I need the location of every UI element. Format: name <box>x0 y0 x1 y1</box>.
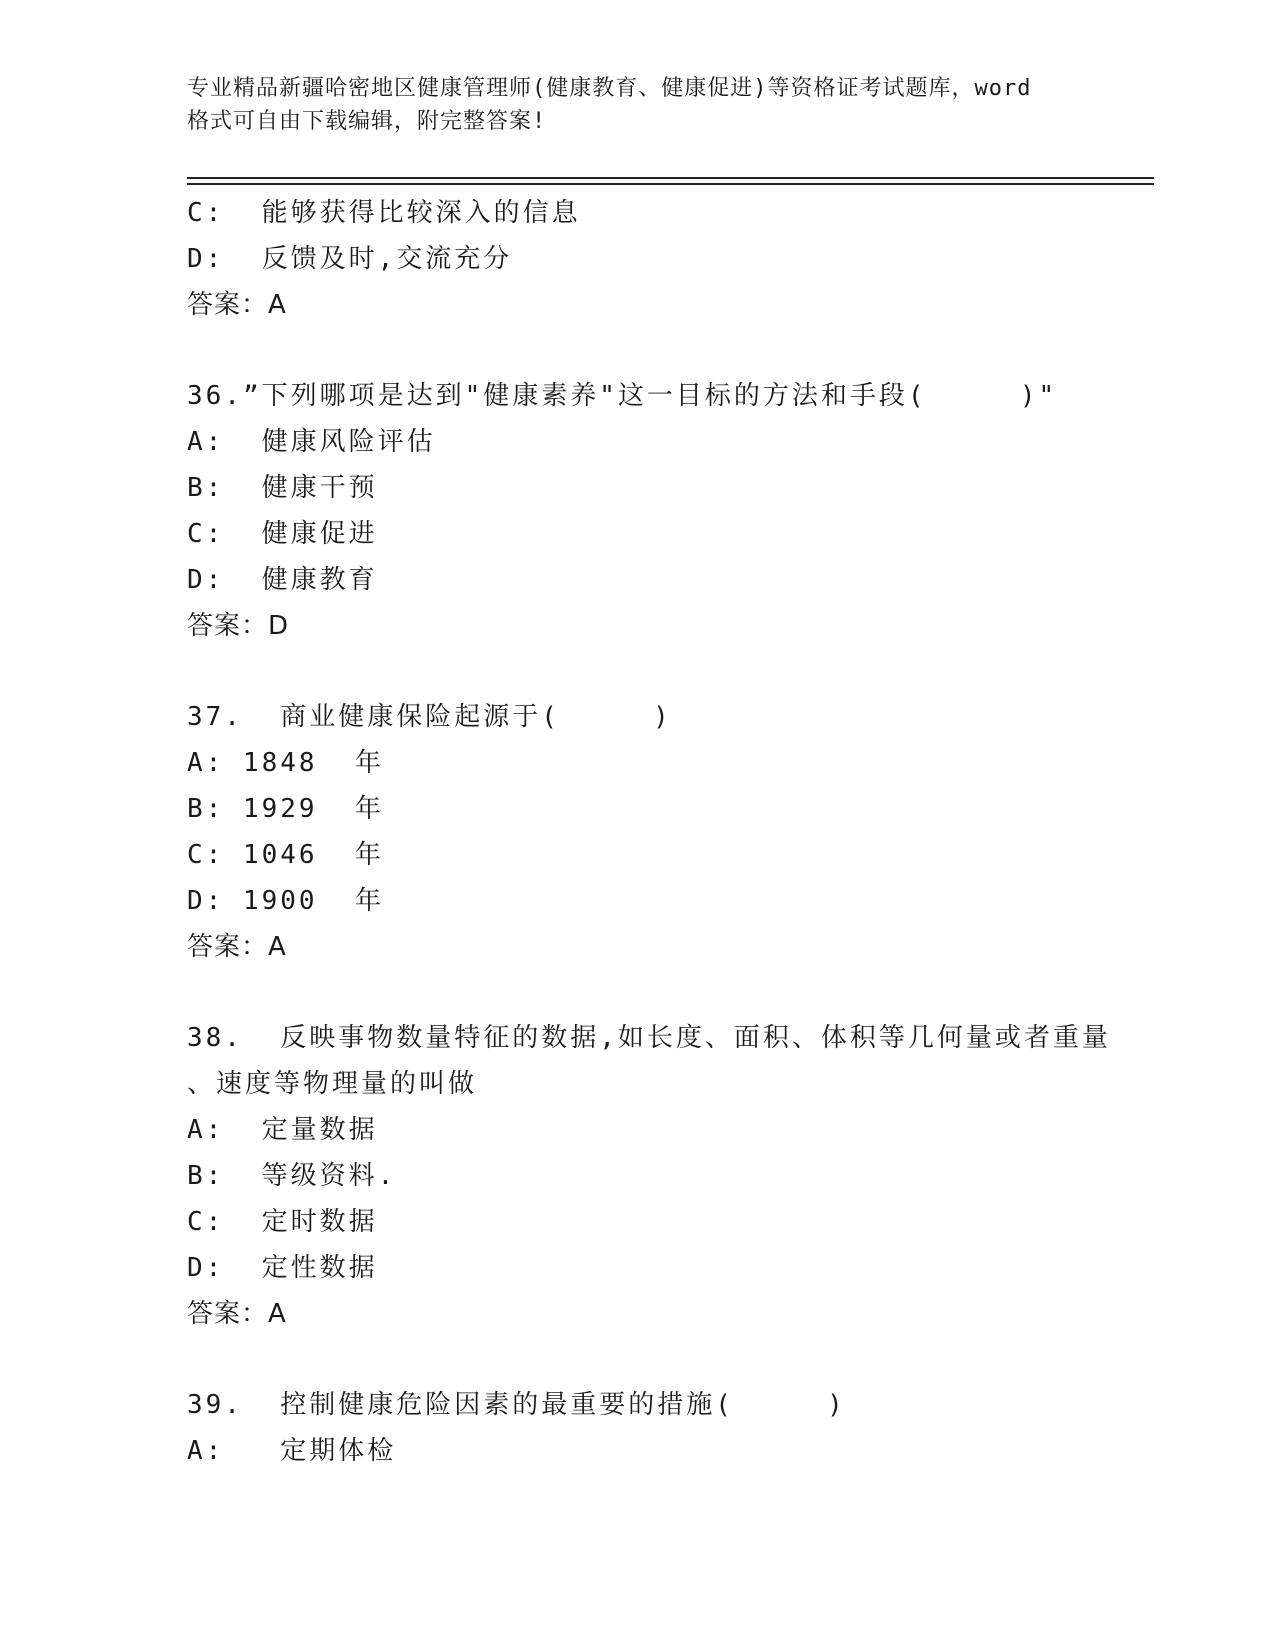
header-line-1: 专业精品新疆哈密地区健康管理师(健康教育、健康促进)等资格证考试题库，word <box>187 76 1032 101</box>
option-c: C: 能够获得比较深入的信息 <box>187 198 581 228</box>
option-a: A: 1848 年 <box>187 748 384 778</box>
option-d: D: 定性数据 <box>187 1253 378 1283</box>
option-d: D: 反馈及时,交流充分 <box>187 244 513 274</box>
spacer <box>187 649 1087 694</box>
option-b: B: 等级资料. <box>187 1161 397 1191</box>
header-rule-bottom <box>187 183 1154 185</box>
question-stem-line-1: 38. 反映事物数量特征的数据,如长度、面积、体积等几何量或者重量 <box>187 1023 1111 1053</box>
question-block-35 <box>187 190 1087 328</box>
question-stem: 36.”下列哪项是达到"健康素养"这一目标的方法和手段( )" <box>187 381 1058 411</box>
option-b: B: 1929 年 <box>187 794 384 824</box>
answer: 答案：A <box>187 290 287 320</box>
option-a: A: 健康风险评估 <box>187 427 436 457</box>
option-c: C: 健康促进 <box>187 519 378 549</box>
header-line-2: 格式可自由下载编辑，附完整答案! <box>187 109 547 134</box>
spacer <box>187 328 1087 373</box>
spacer <box>187 970 1087 1015</box>
answer: 答案：A <box>187 932 287 962</box>
question-stem-line-2: 、速度等物理量的叫做 <box>187 1069 478 1099</box>
question-block-39 <box>187 1382 1087 1474</box>
question-block-37 <box>187 694 1087 970</box>
option-a: A: 定期体检 <box>187 1436 397 1466</box>
document-header <box>187 72 1087 138</box>
question-list <box>187 190 1111 1474</box>
spacer <box>187 1337 1087 1382</box>
question-stem: 37. 商业健康保险起源于( ) <box>187 702 672 732</box>
option-d: D: 健康教育 <box>187 565 378 595</box>
question-block-36 <box>187 373 1087 649</box>
option-b: B: 健康干预 <box>187 473 378 503</box>
answer: 答案：A <box>187 1299 287 1329</box>
question-block-38 <box>187 1015 1111 1337</box>
option-a: A: 定量数据 <box>187 1115 378 1145</box>
option-c: C: 定时数据 <box>187 1207 378 1237</box>
option-c: C: 1046 年 <box>187 840 384 870</box>
question-stem: 39. 控制健康危险因素的最重要的措施( ) <box>187 1390 846 1420</box>
header-rule-top <box>187 177 1154 179</box>
option-d: D: 1900 年 <box>187 886 384 916</box>
answer: 答案：D <box>187 611 290 641</box>
